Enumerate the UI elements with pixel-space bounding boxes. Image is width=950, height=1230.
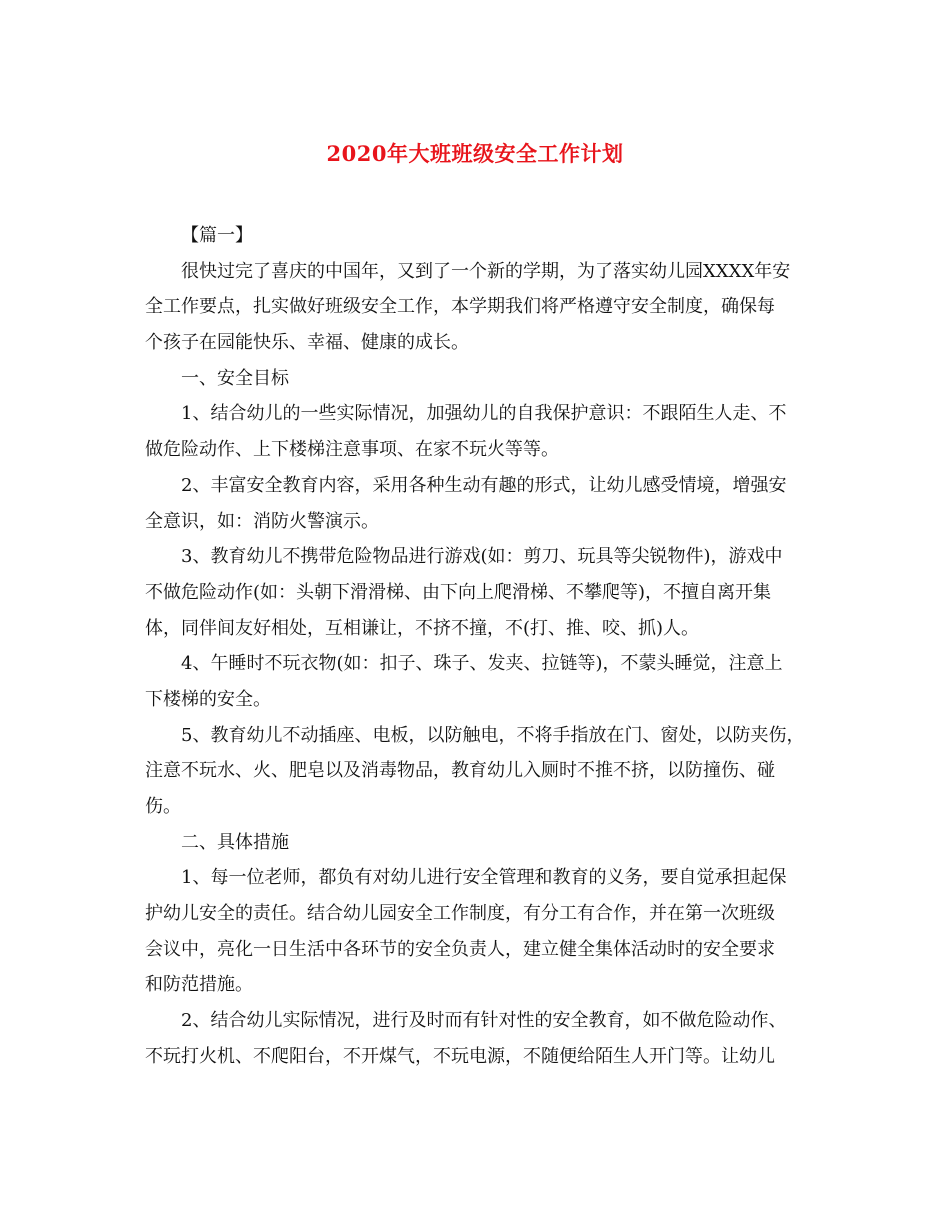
text-line: 做危险动作、上下楼梯注意事项、在家不玩火等等。 xyxy=(145,439,559,461)
text-line: 1、每一位老师，都负有对幼儿进行安全管理和教育的义务，要自觉承担起保 xyxy=(181,867,787,889)
text-line: 二、具体措施 xyxy=(181,831,289,853)
text-line: 4、午睡时不玩衣物(如：扣子、珠子、发夹、拉链等)，不蒙头睡觉，注意上 xyxy=(181,653,783,675)
document-title: 2020年大班班级安全工作计划 xyxy=(326,141,624,166)
text-line: 不做危险动作(如：头朝下滑滑梯、由下向上爬滑梯、不攀爬等)，不擅自离开集 xyxy=(145,581,772,603)
text-line: 个孩子在园能快乐、幸福、健康的成长。 xyxy=(145,332,469,354)
text-line: 一、安全目标 xyxy=(181,367,289,389)
text-line: 2、结合幼儿实际情况，进行及时而有针对性的安全教育，如不做危险动作、 xyxy=(181,1010,787,1032)
text-line: 2、丰富安全教育内容，采用各种生动有趣的形式，让幼儿感受情境，增强安 xyxy=(181,474,787,496)
text-line: 1、结合幼儿的一些实际情况，加强幼儿的自我保护意识：不跟陌生人走、不 xyxy=(181,403,787,425)
text-line: 会议中，亮化一日生活中各环节的安全负责人，建立健全集体活动时的安全要求 xyxy=(145,938,775,960)
text-line: 伤。 xyxy=(145,796,181,817)
text-line: 全意识，如：消防火警演示。 xyxy=(145,510,379,532)
text-line: 不玩打火机、不爬阳台，不开煤气，不玩电源，不随便给陌生人开门等。让幼儿 xyxy=(145,1045,775,1067)
text-line: 很快过完了喜庆的中国年，又到了一个新的学期，为了落实幼儿园XXXX年安 xyxy=(181,260,791,282)
text-line: 体，同伴间友好相处，互相谦让，不挤不撞，不(打、推、咬、抓)人。 xyxy=(145,617,700,639)
text-line: 下楼梯的安全。 xyxy=(145,688,271,710)
text-line: 注意不玩水、火、肥皂以及消毒物品，教育幼儿入厕时不推不挤，以防撞伤、碰 xyxy=(145,760,775,782)
text-line: 5、教育幼儿不动插座、电板，以防触电，不将手指放在门、窗处，以防夹伤， xyxy=(181,724,805,746)
text-line: 【篇一】 xyxy=(181,225,253,246)
text-line: 3、教育幼儿不携带危险物品进行游戏(如：剪刀、玩具等尖锐物件)，游戏中 xyxy=(181,546,783,568)
text-line: 全工作要点，扎实做好班级安全工作，本学期我们将严格遵守安全制度，确保每 xyxy=(145,296,775,318)
document-body xyxy=(145,218,805,1075)
text-line: 护幼儿安全的责任。结合幼儿园安全工作制度，有分工有合作，并在第一次班级 xyxy=(145,903,775,925)
text-line: 和防范措施。 xyxy=(145,974,253,996)
